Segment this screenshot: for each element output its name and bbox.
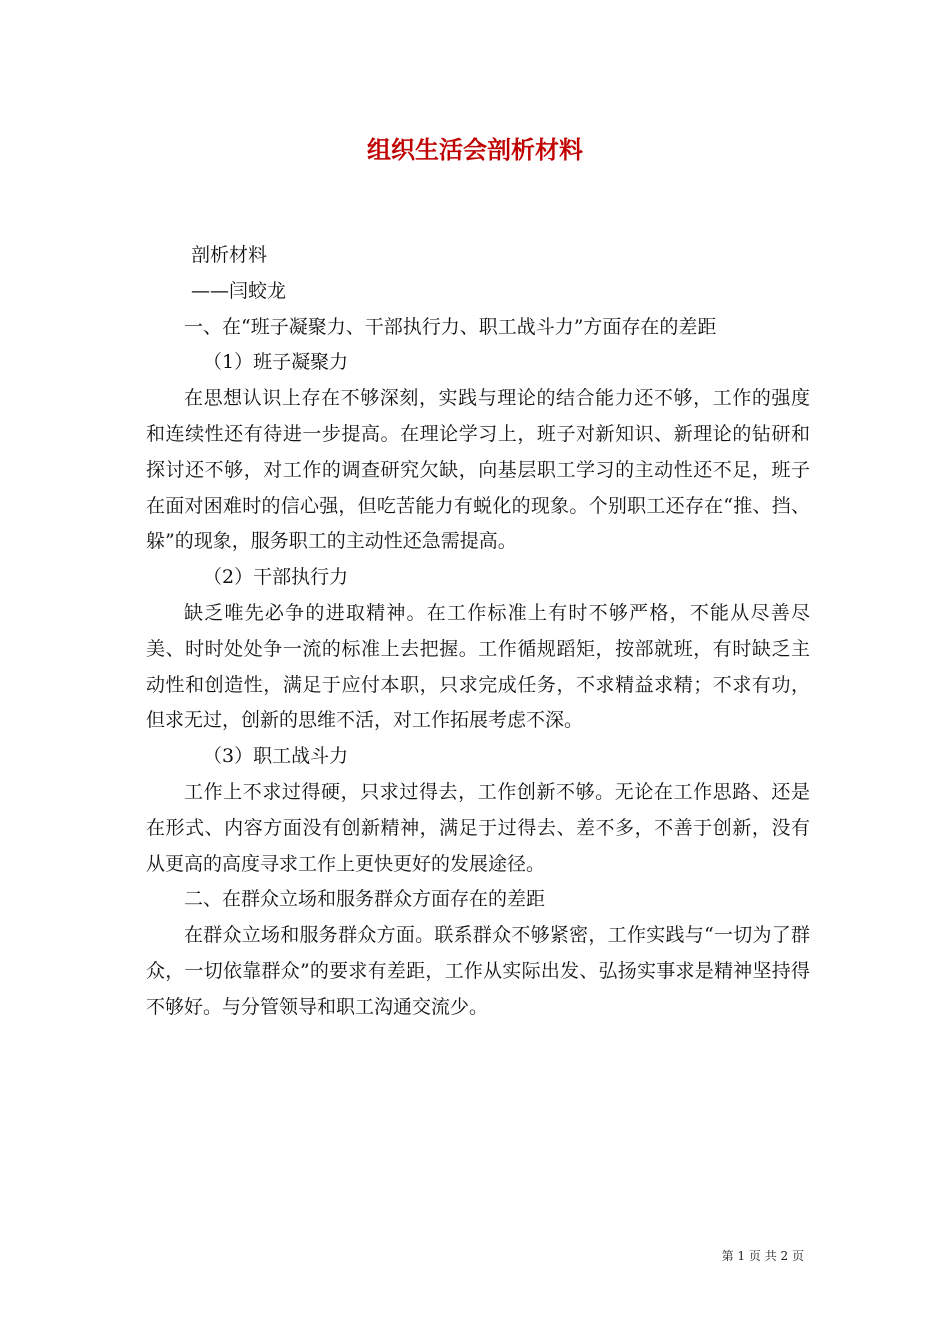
paragraph-section-one: 一、在“班子凝聚力、干部执行力、职工战斗力”方面存在的差距	[184, 315, 717, 338]
paragraph-serving-masses: 在群众立场和服务群众方面。联系群众不够紧密，工作实践与“一切为了群众，一切依靠群众”的要求有差距，工作从实际出发、弘扬实事求是精神坚持得不够好。与分管领导和职工沟通交流少。	[146, 924, 810, 1018]
paragraph-staff-combat: 工作上不求过得硬，只求过得去，工作创新不够。无论在工作思路、还是在形式、内容方面没有创新精神，满足于过得去、差不多，不善于创新，没有从更高的高度寻求工作上更快更好的发展途径。	[146, 780, 810, 875]
page-number: 第 1 页 共 2 页	[721, 1249, 804, 1263]
paragraph-cadre-execution: 缺乏唯先必争的进取精神。在工作标准上有时不够严格，不能从尽善尽美、时时处处争一流的标准上去把握。工作循规蹈矩，按部就班，有时缺乏主动性和创造性，满足于应付本职，只求完成任务，不求精益求精；不求有功，但求无过，创新的思维不活，对工作拓展考虑不深。	[146, 601, 810, 732]
paragraph-team-cohesion: 在思想认识上存在不够深刻，实践与理论的结合能力还不够，工作的强度和连续性还有待进一步提高。在理论学习上，班子对新知识、新理论的钻研和探讨还不够，对工作的调查研究欠缺，向基层职工学习的主动性还不足，班子在面对困难时的信心强，但吃苦能力有蜕化的现象。个别职工还存在“推、挡、躲”的现象，服务职工的主动性还急需提高。	[146, 387, 810, 553]
section-heading: 剖析材料	[191, 244, 268, 266]
document-title: 组织生活会剖析材料	[367, 135, 583, 164]
subheading-team-cohesion: （1）班子凝聚力	[203, 351, 349, 374]
author-line: ——闫蛟龙	[191, 279, 287, 302]
subheading-cadre-execution: （2）干部执行力	[203, 566, 349, 589]
subheading-staff-combat: （3）职工战斗力	[203, 745, 349, 768]
paragraph-section-two: 二、在群众立场和服务群众方面存在的差距	[184, 888, 546, 911]
document-body	[146, 238, 810, 1026]
